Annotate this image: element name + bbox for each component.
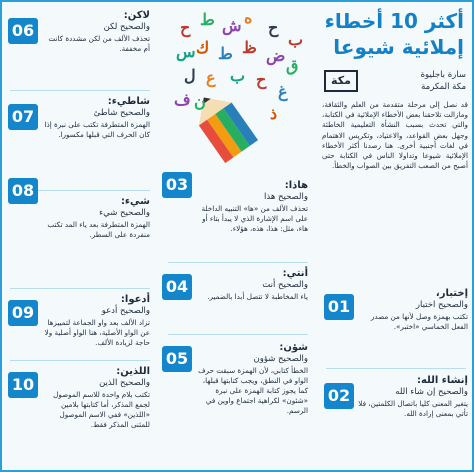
left-column: [0, 0, 158, 472]
item-correct: والصحيح إن شاء الله: [395, 387, 468, 397]
art-letter: ح: [268, 18, 279, 37]
item-04: [196, 268, 308, 302]
item-07: [44, 96, 150, 140]
item-correct: والصحيح شيء: [99, 208, 150, 218]
art-letter: ط: [200, 10, 215, 29]
item-desc: تحذف الألف من «ها» التنبيه الداخلة على اسم الإشارة الذي لا يبدأ بتاء أو هاء، مثل: هذا، هذه، هؤلاء.: [201, 204, 308, 233]
item-10: [44, 366, 150, 430]
item-correct: والصحيح شاطئ: [93, 108, 150, 118]
item-wrong-word: إنشاء الله:: [416, 375, 468, 386]
item-01: [358, 288, 468, 332]
badge-04: 04: [162, 274, 192, 300]
divider: [10, 360, 150, 361]
page-title: [316, 0, 474, 60]
item-desc: الهمزة المتطرفة بعد ياء المد تكتب منفردة على السطر.: [47, 220, 150, 239]
art-letter: ك: [196, 38, 210, 57]
art-letter: ذ: [270, 104, 278, 123]
item-desc: تكتب بهمزة وصل لأنها من مصدر الفعل الخماسي «اختبر».: [370, 312, 468, 331]
art-letter: ح: [180, 18, 191, 37]
divider: [168, 262, 308, 263]
item-correct: والصحيح اختبار: [415, 300, 468, 310]
item-desc: تحذف الألف من لكن مشددة كانت أم مخففة.: [48, 34, 150, 53]
badge-02: 02: [324, 383, 354, 409]
badge-08: 08: [8, 178, 38, 204]
item-09: [44, 294, 150, 348]
item-wrong-word: شؤن:: [279, 342, 308, 353]
badge-06: 06: [8, 18, 38, 44]
divider: [326, 368, 466, 369]
item-correct: والصحيح هذا: [264, 192, 308, 202]
item-desc: يتغير المعنى كليا باتصال الكلمتين، فلا تأتي بمعنى إرادة الله.: [358, 399, 468, 418]
divider: [10, 288, 150, 289]
author-name: سارة باجليوة: [420, 70, 466, 80]
divider: [168, 334, 308, 335]
art-letter: س: [176, 42, 196, 61]
credit: [421, 70, 466, 92]
item-desc: الخطأ كتابي، لأن الهمزة سبقت حرف الواو في النطق، ويجب كتابتها قبلها، كما يجوز كتابة الهمزة على نبرة «شئون» لكراهية اجتماع واوين في الرسم.: [198, 366, 308, 415]
art-letter: ن: [194, 92, 206, 111]
item-correct: والصحيح أنت: [262, 280, 308, 290]
badge-03: 03: [162, 172, 192, 198]
middle-column: [158, 0, 316, 472]
art-letter: ل: [184, 66, 196, 85]
badge-05: 05: [162, 346, 192, 372]
logo: مكة: [324, 70, 358, 92]
item-desc: ياء المخاطبة لا تتصل أبدا بالضمير.: [207, 292, 308, 301]
pencil-letters-art: [170, 8, 310, 168]
item-02: [358, 375, 468, 419]
item-wrong-word: شاطيء:: [107, 96, 150, 107]
item-correct: والصحيح لكن: [103, 22, 150, 32]
right-column: [316, 0, 474, 472]
art-letter: ح: [256, 70, 267, 89]
intro-paragraph: قد نصل إلى مرحلة متقدمة من العلم والثقافة، ومازالت تلاحقنا بعض الأخطاء الإملائية في الكتابة، والتي تحدث بسبب النشأة التعليمية الخاطئة وجهل بعض القواعد، والاعتياد، وتكريس الاهتمام في لغات أجنبية أخرى. هنا رصدنا أكثر الأخطاء الإملائية شيوعا وتداولا الناس في الكتابة حتى أصبح من الصعب التفريق بين الصواب والخطأ.: [322, 100, 468, 171]
item-wrong-word: اللذين:: [116, 366, 150, 377]
item-correct: والصحيح الذين: [99, 378, 150, 388]
art-letter: ق: [286, 56, 299, 75]
art-letter: غ: [278, 82, 288, 101]
item-correct: والصحيح شؤون: [253, 354, 308, 364]
title-line-2: إملائية شيوعا: [333, 35, 464, 59]
item-wrong-word: لاكن:: [123, 10, 150, 21]
org-name: مكة المكرمة: [421, 82, 466, 92]
art-letter: ع: [206, 68, 216, 87]
art-letter: ش: [222, 16, 242, 35]
badge-01: 01: [324, 294, 354, 320]
item-desc: تكتب بلام واحدة للاسم الموصول لجمع المذكر، أما كتابتها بلامين «اللذين» ففي الاسم الموصول للمثنى المذكر فقط.: [53, 390, 150, 429]
item-desc: الهمزة المتطرفة تكتب على نبرة إذا كان الحرف التي قبلها مكسورا.: [44, 120, 150, 139]
item-03: [196, 180, 308, 234]
item-correct: والصحيح أدعو: [101, 306, 150, 316]
item-desc: تزاد الألف بعد واو الجماعة لتمييزها عن الواو الأصلية، هنا الواو أصلية ولا حاجة لزيادة الألف.: [44, 318, 150, 347]
item-wrong-word: أنتي:: [282, 268, 308, 279]
badge-09: 09: [8, 300, 38, 326]
badge-10: 10: [8, 372, 38, 398]
item-wrong-word: أدعوا:: [120, 294, 150, 305]
item-06: [44, 10, 150, 54]
item-08: [44, 196, 150, 240]
item-wrong-word: إختبار،: [435, 288, 468, 299]
item-wrong-word: هاذا:: [284, 180, 308, 191]
art-letter: ض: [266, 46, 286, 65]
art-letter: ب: [230, 66, 246, 85]
art-letter: ف: [174, 90, 191, 109]
art-letter: ه: [244, 8, 253, 27]
title-line-1: أكثر 10 أخطاء: [324, 9, 464, 33]
badge-07: 07: [8, 104, 38, 130]
item-05: [196, 342, 308, 416]
art-letter: ب: [288, 30, 304, 49]
art-letter: ظ: [242, 38, 257, 57]
art-letter: ط: [218, 44, 233, 63]
divider: [10, 90, 150, 91]
item-wrong-word: شيء:: [120, 196, 150, 207]
